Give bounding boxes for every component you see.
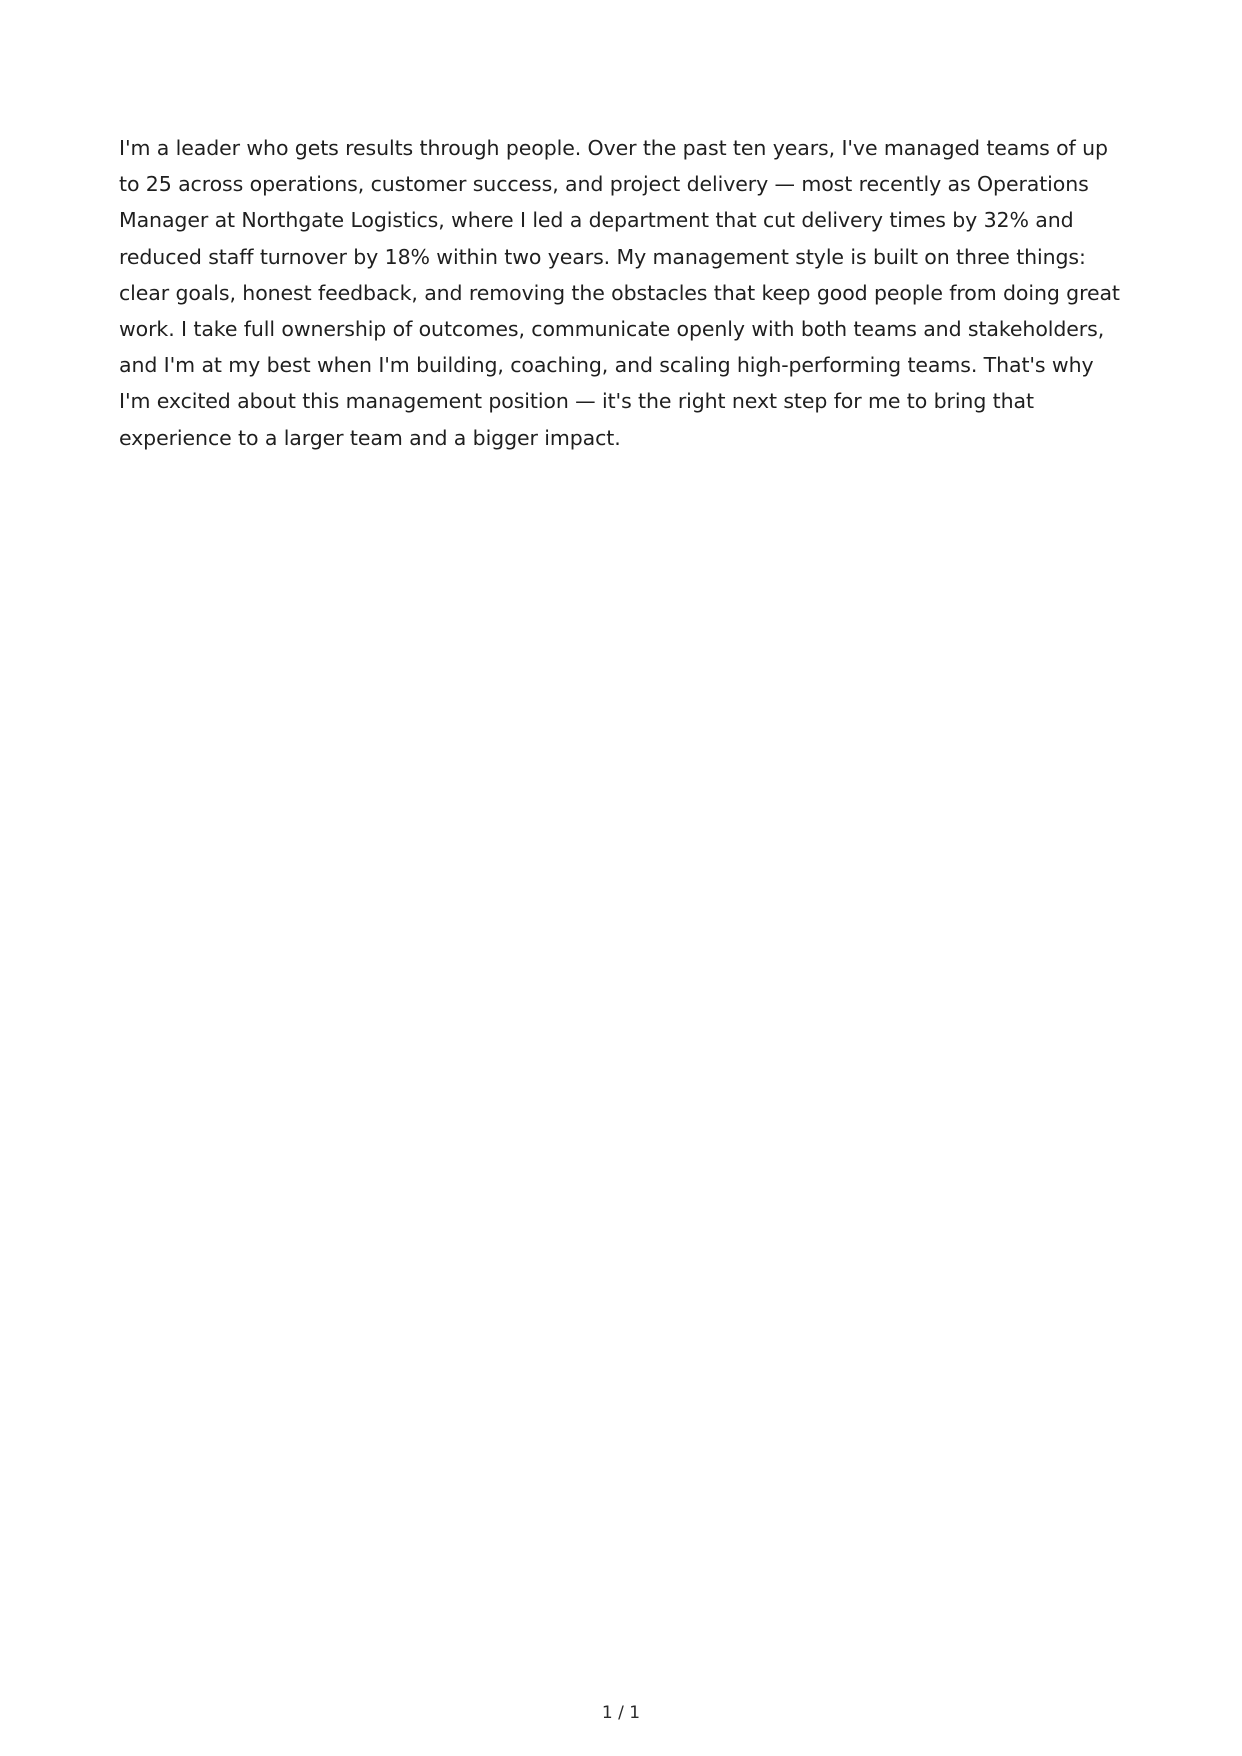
body-paragraph: I'm a leader who gets results through people. Over the past ten years, I've managed teams of up to 25 across operations, customer success, and project delivery — most recently as Operations Manager at Northgate Logistics, where I led a department that cut delivery times by 32% and reduced staff turnover by 18% within two years. My management style is built on three things: clear goals, honest feedback, and removing the obstacles that keep good people from doing great work. I take full ownership of outcomes, communicate openly with both teams and stakeholders, and I'm at my best when I'm building, coaching, and scaling high-performing teams. That's why I'm excited about this management position — it's the right next step for me to bring that experience to a larger team and a bigger impact.	[119, 136, 1120, 450]
page-number: 1 / 1	[601, 1703, 641, 1723]
